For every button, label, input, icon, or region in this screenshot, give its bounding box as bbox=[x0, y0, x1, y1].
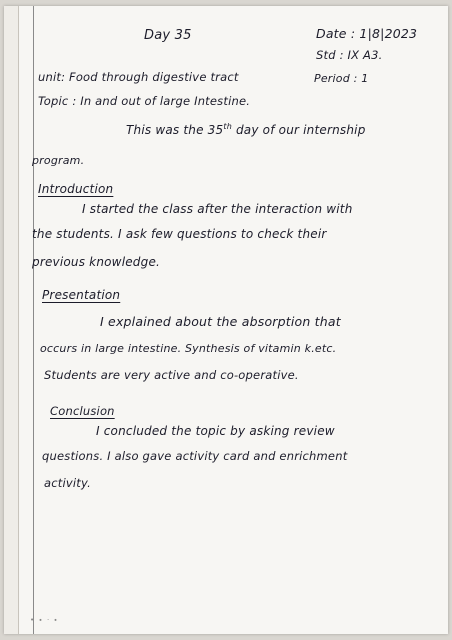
margin-line bbox=[33, 6, 34, 634]
conclusion-line-2: questions. I also gave activity card and enrichment bbox=[42, 449, 348, 463]
topic-label: Topic : In and out of large Intestine. bbox=[38, 94, 251, 108]
date-label: Date : 1|8|2023 bbox=[316, 26, 418, 41]
introduction-line-1: I started the class after the interaction with bbox=[82, 202, 353, 216]
opening-line-1 bbox=[126, 122, 366, 137]
conclusion-line-1: I concluded the topic by asking review bbox=[96, 424, 335, 438]
presentation-heading: Presentation bbox=[42, 288, 121, 302]
std-label: Std : IX A3. bbox=[316, 48, 383, 62]
conclusion-heading: Conclusion bbox=[50, 404, 115, 418]
presentation-line-3: Students are very active and co-operative. bbox=[44, 368, 299, 382]
opening-line-1-pre: This was the 35 bbox=[126, 123, 224, 137]
notebook-page bbox=[4, 6, 448, 634]
conclusion-line-3: activity. bbox=[44, 476, 91, 490]
presentation-line-2: occurs in large intestine. Synthesis of vitamin k.etc. bbox=[40, 342, 337, 355]
unit-label: unit: Food through digestive tract bbox=[38, 70, 239, 84]
presentation-line-1: I explained about the absorption that bbox=[100, 314, 341, 329]
introduction-line-3: previous knowledge. bbox=[32, 255, 161, 269]
opening-line-1-sup: th bbox=[223, 122, 232, 131]
introduction-heading: Introduction bbox=[38, 182, 114, 196]
day-heading: Day 35 bbox=[144, 28, 192, 43]
opening-line-1-post: day of our internship bbox=[231, 123, 366, 137]
margin-scribble: • ∙ ‧ ∙ bbox=[30, 616, 59, 624]
introduction-line-2: the students. I ask few questions to check their bbox=[32, 227, 327, 241]
binding-strip bbox=[4, 6, 19, 634]
period-label: Period : 1 bbox=[314, 72, 369, 85]
opening-line-2: program. bbox=[32, 154, 85, 167]
